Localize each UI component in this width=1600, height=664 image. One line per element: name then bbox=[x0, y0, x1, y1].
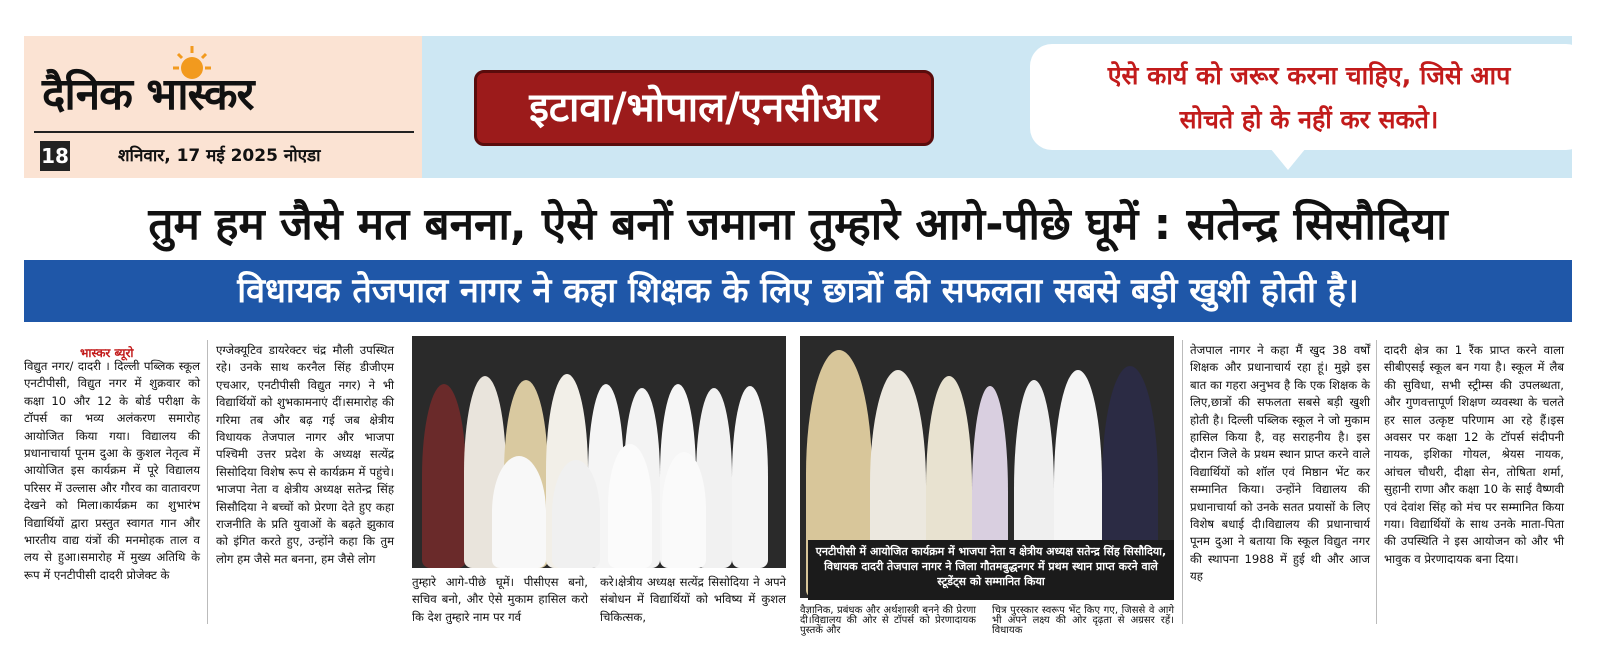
sub-headline: विधायक तेजपाल नागर ने कहा शिक्षक के लिए छात्रों की सफलता सबसे बड़ी खुशी होती है। bbox=[24, 260, 1572, 322]
article-column-7: तेजपाल नागर ने कहा मैं खुद 38 वर्षों शिक्षक और प्रधानाचार्य रहा हूं। मुझे इस बात का गहरा अनुभव है कि एक शिक्षक के लिए,छात्रों की सफलता सबसे बड़ी खुशी होती है। दिल्ली पब्लिक स्कूल ने जो मुकाम हासिल किया है, वह सराहनीय है। इस दौरान जिले के प्रथम स्थान प्राप्त करने वाले विद्यार्थियों को शॉल एवं मिष्ठान भेंट कर सम्मानित किया। उन्होंने विद्यालय की प्रधानाचार्या को उनके सतत प्रयासों के लिए विशेष बधाई दी।विद्यालय की प्रधानाचार्य पूनम दुआ ने बताया कि स्कूल विद्युत नगर की स्थापना 1988 में हुई थी और आज यह bbox=[1190, 343, 1370, 584]
article-column-3: तुम्हारे आगे-पीछे घूमें। पीसीएस बनो, सचिव बनो, और ऐसे मुकाम हासिल करो कि देश तुम्हारे नाम पर गर्व bbox=[412, 575, 588, 624]
main-headline: तुम हम जैसे मत बनना, ऐसे बनों जमाना तुम्हारे आगे-पीछे घूमें : सतेन्द्र सिसौदिया bbox=[148, 199, 1448, 250]
column-divider bbox=[207, 340, 208, 624]
group-photo-students bbox=[412, 336, 786, 568]
article-column-4: करे।क्षेत्रीय अध्यक्ष सत्येंद्र सिसोदिया ने अपने संबोधन में विद्यार्थियों को भविष्य में कुशल चिकित्सक, bbox=[600, 575, 786, 624]
column-divider bbox=[1182, 340, 1183, 624]
masthead-rule bbox=[34, 131, 414, 133]
edition-label: इटावा/भोपाल/एनसीआर bbox=[474, 70, 934, 146]
column-divider bbox=[1376, 340, 1377, 624]
page-number: 18 bbox=[40, 141, 70, 171]
article-column-5: वैज्ञानिक, प्रबंधक और अर्थशास्त्री बनने की प्रेरणा दी।विद्यालय की ओर से टॉपर्स को प्रेरणादायक पुस्तकें और bbox=[800, 605, 976, 636]
article-column-1: विद्युत नगर/ दादरी । दिल्ली पब्लिक स्कूल एनटीपीसी, विद्युत नगर में शुक्रवार को कक्षा 10 और 12 के बोर्ड परीक्षा के टॉपर्स का भव्य अलंकरण समारोह आयोजित किया गया। विद्यालय की प्रधानाचार्या पूनम दुआ के कुशल नेतृत्व में आयोजित इस कार्यक्रम में पूरे विद्यालय परिसर में उल्लास और गौरव का वातावरण देखने को मिला।कार्यक्रम का शुभारंभ विद्यार्थियों द्वारा प्रस्तुत स्वागत गान और भारतीय वाद्य यंत्रों की मनमोहक ताल व लय से हुआ।समारोह में मुख्य अतिथि के रूप में एनटीपीसी दादरी प्रोजेक्ट के bbox=[24, 359, 200, 582]
byline: भास्कर ब्यूरो bbox=[80, 346, 134, 360]
brand-logo: दैनिक भास्कर bbox=[42, 69, 254, 120]
quote-bubble-tail bbox=[1270, 148, 1306, 170]
article-column-2: एग्जेक्यूटिव डायरेक्टर चंद्र मौली उपस्थित रहे। उनके साथ करनैल सिंह डीजीएम एचआर, एनटीपीसी विद्युत नगर) ने भी विद्यार्थियों को शुभकामनाएं दीं।समारोह की गरिमा तब और बढ़ गई जब क्षेत्रीय विधायक तेजपाल नागर और भाजपा पश्चिमी उत्तर प्रदेश के अध्यक्ष सत्येंद्र सिसोदिया विशेष रूप से कार्यक्रम में पहुंचे। भाजपा नेता व क्षेत्रीय अध्यक्ष सतेन्द्र सिंह सिसौदिया ने बच्चों को प्रेरणा देते हुए कहा राजनीति के प्रति युवाओं के बढ़ते झुकाव को इंगित करते हुए, उन्होंने कहा कि तुम लोग हम जैसे मत बनना, हम जैसे लोग bbox=[216, 343, 394, 566]
quote-line: ऐसे कार्य को जरूर करना चाहिए, जिसे आप bbox=[1107, 61, 1511, 90]
article-column-8: दादरी क्षेत्र का 1 रैंक प्राप्त करने वाला सीबीएसई स्कूल बन गया है। स्कूल में लैब की सुविधा, सभी स्ट्रीम्स की उपलब्धता, और गुणवत्तापूर्ण शिक्षण व्यवस्था के चलते हर साल उत्कृष्ट परिणाम आ रहे हैं।इस अवसर पर कक्षा 12 के टॉपर्स संदीपनी नायक, इशिका गोयल, श्रेयस नायक, आंचल चौधरी, दीक्षा सेन, तोषिता शर्मा, सुहानी राणा और कक्षा 10 के साई वैष्णवी एवं देवांश सिंह को मंच पर सम्मानित किया गया। विद्यार्थियों के साथ उनके माता-पिता की उपस्थिति ने इस आयोजन को और भी भावुक व प्रेरणादायक बना दिया। bbox=[1384, 343, 1564, 566]
photo-caption: एनटीपीसी में आयोजित कार्यक्रम में भाजपा नेता व क्षेत्रीय अध्यक्ष सतेन्द्र सिंह सिसौदिया, विधायक दादरी तेजपाल नागर ने जिला गौतमबुद्धनगर में प्रथम स्थान प्राप्त करने वाले स्टूडेंट्स को सम्मानित किया bbox=[808, 540, 1174, 600]
quote-line: सोचते हो के नहीं कर सकते। bbox=[1179, 105, 1439, 134]
dateline: शनिवार, 17 मई 2025 नोएडा bbox=[118, 146, 321, 166]
article-column-6: चित्र पुरस्कार स्वरूप भेंट किए गए, जिससे वे आगे भी अपने लक्ष्य की ओर दृढ़ता से अग्रसर रहें।विधायक bbox=[992, 605, 1174, 636]
quote-bubble bbox=[1030, 44, 1588, 150]
